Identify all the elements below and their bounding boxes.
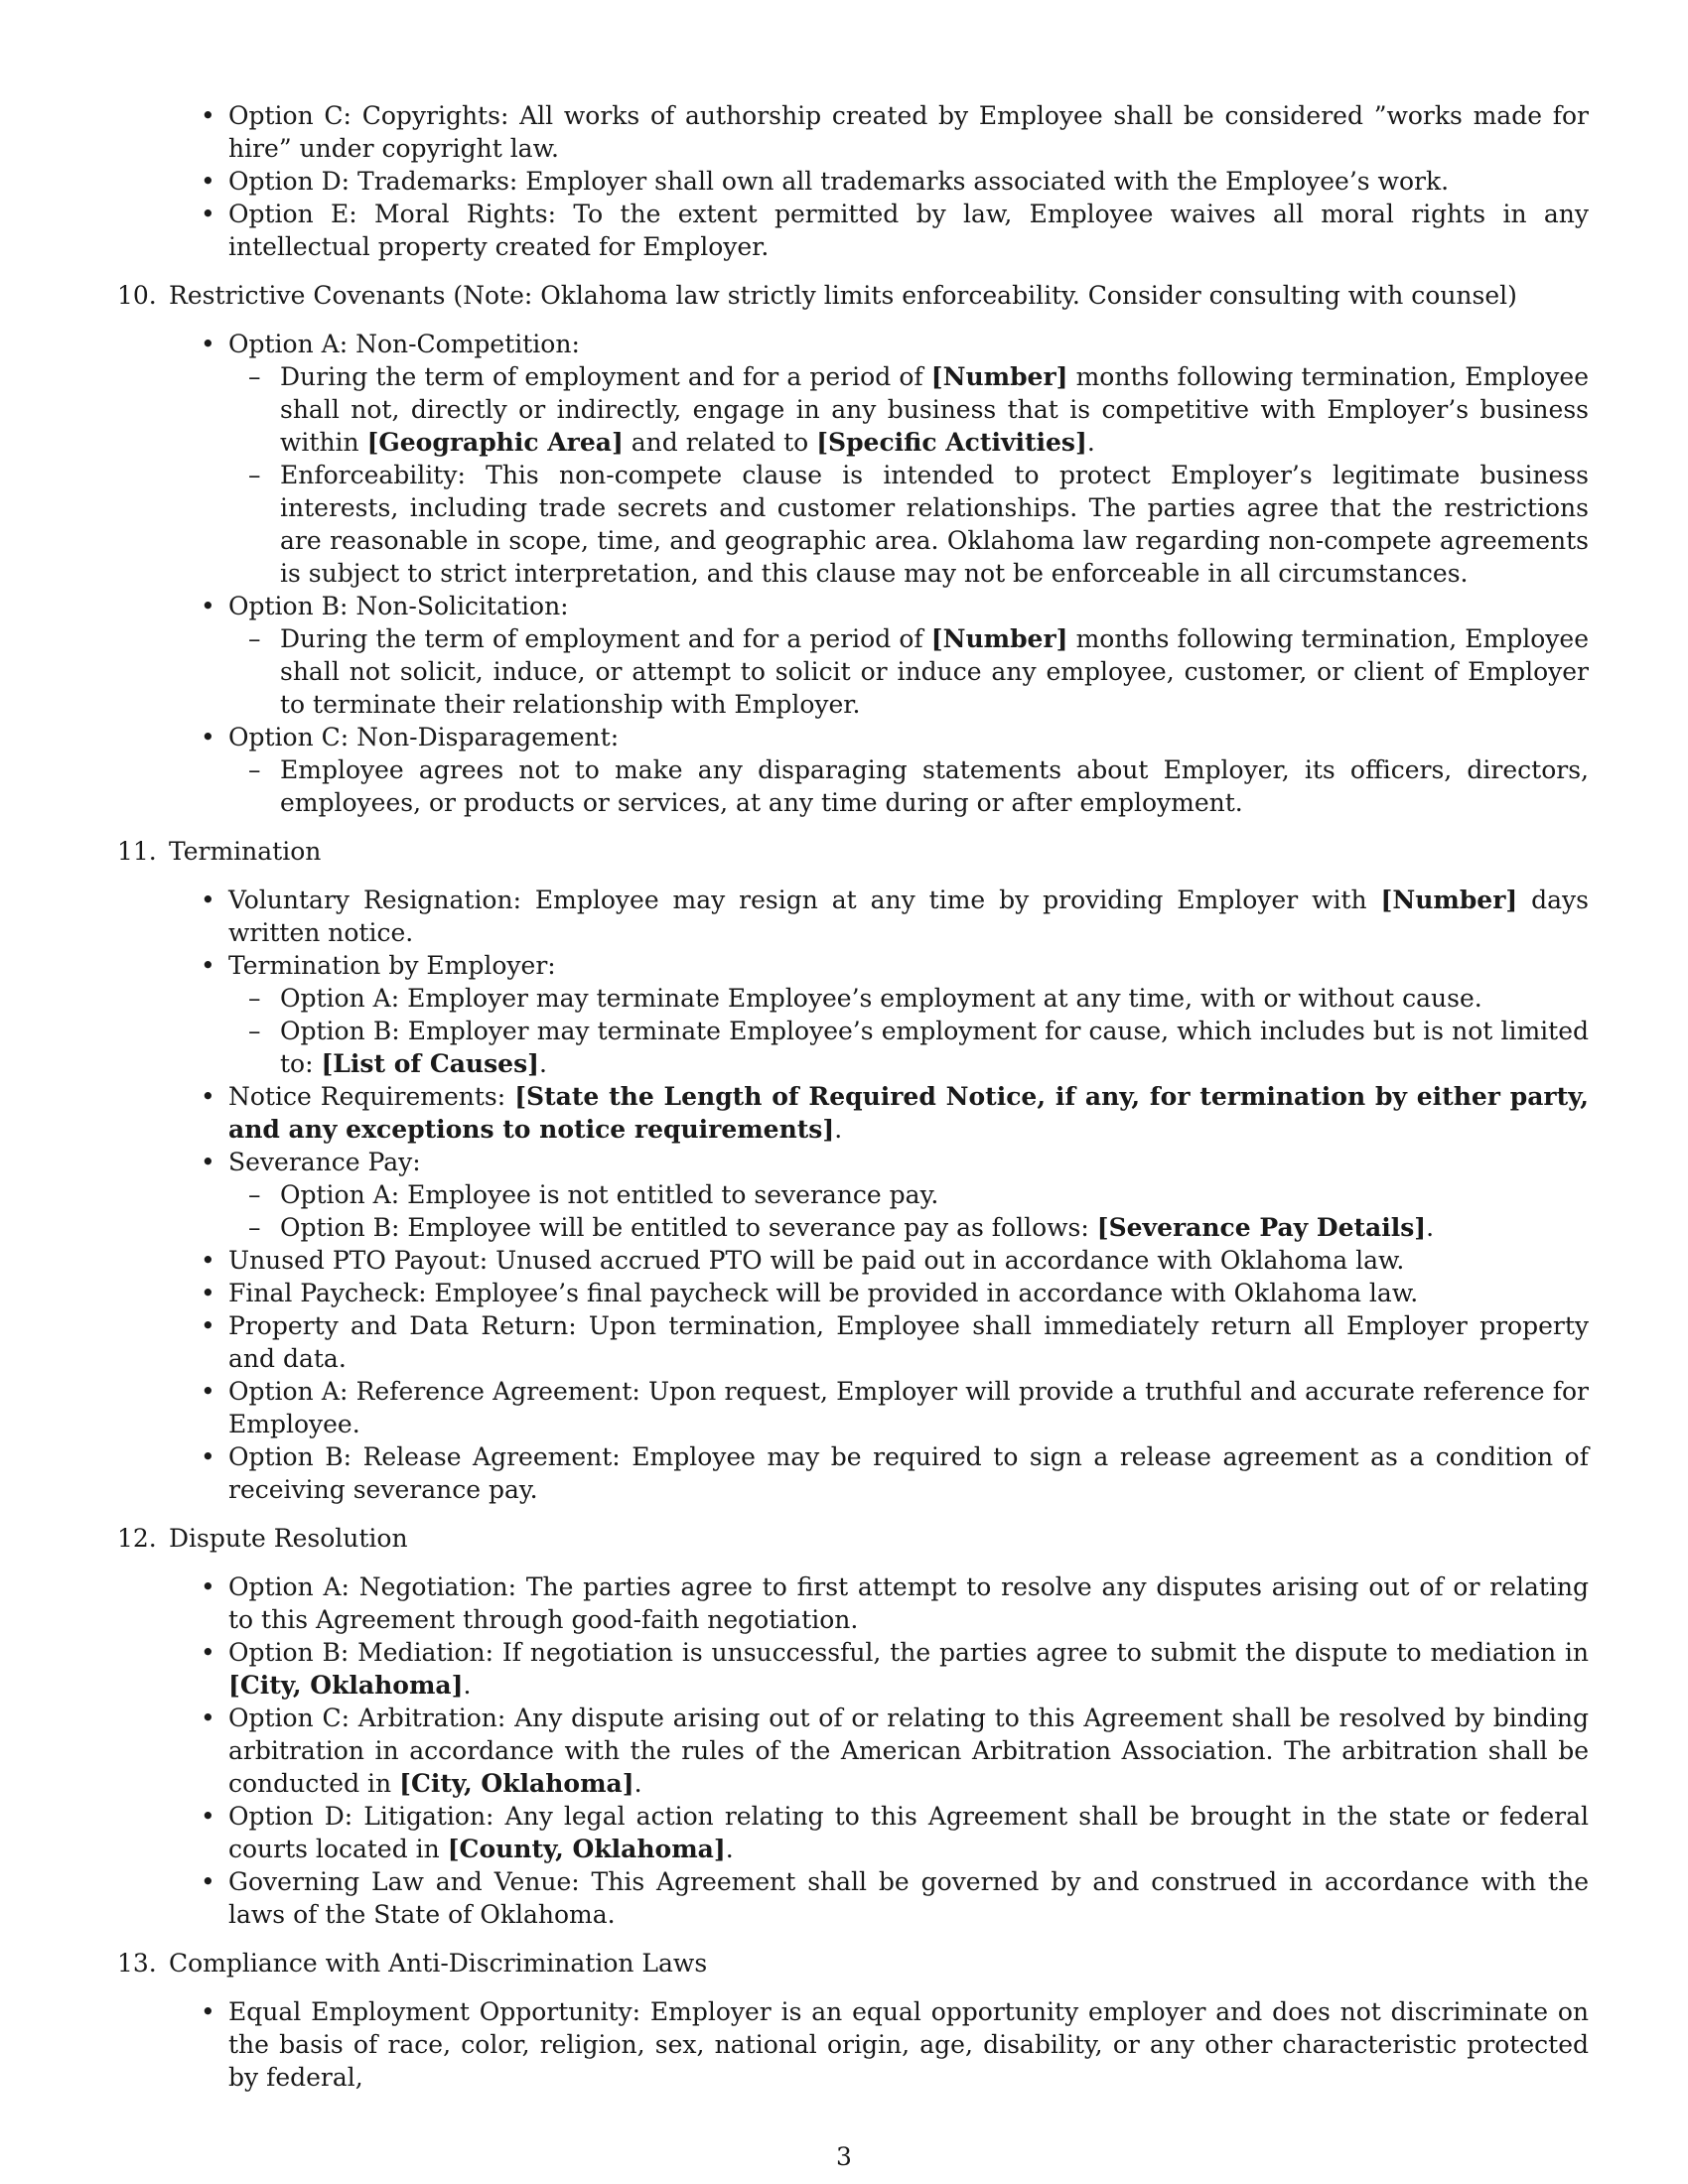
- document-body: [117, 99, 1589, 2094]
- section-title: Restrictive Covenants (Note: Oklahoma law strictly limits enforceability. Consider consulting with counsel): [169, 281, 1517, 310]
- list-item: [117, 590, 1589, 721]
- list-item: • Property and Data Return: Upon termination, Employee shall immediately return all Employer property and data.: [117, 1309, 1589, 1375]
- text: .: [463, 1671, 472, 1700]
- section-title: Termination: [169, 837, 322, 866]
- text: Option B: Employer may terminate Employee’s employment for cause, which includes but is not limited to:: [280, 1017, 1589, 1078]
- list-item: • Option A: Reference Agreement: Upon request, Employer will provide a truthful and accurate reference for Employee.: [117, 1375, 1589, 1440]
- text: months following termination, Employee shall not solicit, induce, or attempt to solicit or induce any employee, customer, or client of Employer to terminate their relationship with Employer.: [280, 624, 1589, 719]
- placeholder-field: [Number]: [930, 624, 1068, 653]
- list-item: [117, 328, 1589, 590]
- placeholder-field: [List of Causes]: [321, 1049, 539, 1078]
- placeholder-field: [County, Oklahoma]: [447, 1835, 726, 1863]
- sub-list-item: – Employee agrees not to make any disparaging statements about Employer, its officers, directors, employees, or products or services, at any time during or after employment.: [228, 753, 1589, 819]
- list-item: • Option E: Moral Rights: To the extent permitted by law, Employee waives all moral rights in any intellectual property created for Employer.: [117, 198, 1589, 263]
- section-dispute-resolution: [117, 1522, 1589, 1931]
- option-label: Termination by Employer:: [228, 951, 556, 980]
- list-item: [117, 884, 1589, 949]
- placeholder-field: [Severance Pay Details]: [1096, 1213, 1427, 1242]
- text: Option B: Mediation: If negotiation is unsuccessful, the parties agree to submit the dispute to mediation in: [228, 1638, 1589, 1667]
- sub-list: [228, 982, 1589, 1080]
- sub-list: [228, 753, 1589, 819]
- sub-list: [228, 622, 1589, 721]
- ip-options-list: [117, 99, 1589, 263]
- restrictive-covenants-list: [117, 328, 1589, 819]
- anti-discrimination-list: [117, 1995, 1589, 2094]
- placeholder-field: [Geographic Area]: [366, 428, 624, 457]
- list-item: • Equal Employment Opportunity: Employer is an equal opportunity employer and does not discriminate on the basis of race, color, religion, sex, national origin, age, disability, or any other characteristic protected by federal,: [117, 1995, 1589, 2094]
- text: and related to: [623, 428, 817, 457]
- text: Option B: Employee will be entitled to severance pay as follows:: [280, 1213, 1097, 1242]
- section-number: 11.: [117, 837, 157, 866]
- text: months following termination, Employee shall not, directly or indirectly, engage in any business that is competitive with Employer’s business within: [280, 362, 1589, 457]
- text: .: [725, 1835, 734, 1863]
- text: Option C: Arbitration: Any dispute arising out of or relating to this Agreement shall be resolved by binding arbitration in accordance with the rules of the American Arbitration Association. The arbitration shall be conducted in: [228, 1704, 1589, 1798]
- list-item: [117, 1702, 1589, 1800]
- sub-list-item: [228, 360, 1589, 459]
- placeholder-field: [Number]: [930, 362, 1068, 391]
- list-item: • Option C: Copyrights: All works of authorship created by Employee shall be considered ”works made for hire” under copyright law.: [117, 99, 1589, 165]
- section-anti-discrimination: [117, 1947, 1589, 2094]
- termination-list: [117, 884, 1589, 1506]
- sub-list: [228, 1178, 1589, 1244]
- list-item: • Option D: Trademarks: Employer shall own all trademarks associated with the Employee’s work.: [117, 165, 1589, 198]
- text: Notice Requirements:: [228, 1082, 515, 1111]
- sub-list-item: [228, 1015, 1589, 1080]
- placeholder-field: [City, Oklahoma]: [228, 1671, 464, 1700]
- text: days written notice.: [228, 886, 1589, 947]
- option-label: Option B: Non-Solicitation:: [228, 592, 569, 620]
- option-label: Option A: Non-Competition:: [228, 330, 580, 358]
- list-item: [117, 1080, 1589, 1146]
- list-item: [117, 949, 1589, 1080]
- text: .: [1086, 428, 1095, 457]
- section-number: 13.: [117, 1949, 157, 1978]
- sub-list-item: – Option A: Employee is not entitled to severance pay.: [228, 1178, 1589, 1211]
- sub-list: [228, 360, 1589, 590]
- option-label: Severance Pay:: [228, 1148, 421, 1176]
- text: During the term of employment and for a period of: [280, 624, 931, 653]
- sub-list-item: [228, 622, 1589, 721]
- text: Voluntary Resignation: Employee may resign at any time by providing Employer with: [228, 886, 1381, 914]
- text: .: [834, 1115, 843, 1144]
- placeholder-field: [Number]: [1380, 886, 1518, 914]
- text: .: [539, 1049, 547, 1078]
- list-item: [117, 721, 1589, 819]
- sub-list-item: [228, 1211, 1589, 1244]
- sub-list-item: – Enforceability: This non-compete clause is intended to protect Employer’s legitimate business interests, including trade secrets and customer relationships. The parties agree that the restrictions are reasonable in scope, time, and geographic area. Oklahoma law regarding non-compete agreements is subject to strict interpretation, and this clause may not be enforceable in all circumstances.: [228, 459, 1589, 590]
- dispute-resolution-list: [117, 1570, 1589, 1931]
- page-number: 3: [836, 2142, 852, 2171]
- placeholder-field: [Specific Activities]: [816, 428, 1087, 457]
- list-item: • Option B: Release Agreement: Employee may be required to sign a release agreement as a condition of receiving severance pay.: [117, 1440, 1589, 1506]
- sub-list-item: – Option A: Employer may terminate Employee’s employment at any time, with or without cause.: [228, 982, 1589, 1015]
- section-title: Dispute Resolution: [169, 1524, 408, 1553]
- section-restrictive-covenants: [117, 279, 1589, 819]
- list-item: [117, 1636, 1589, 1702]
- section-termination: [117, 835, 1589, 1506]
- text: .: [1426, 1213, 1435, 1242]
- list-item: • Governing Law and Venue: This Agreement shall be governed by and construed in accordance with the laws of the State of Oklahoma.: [117, 1865, 1589, 1931]
- placeholder-field: [State the Length of Required Notice, if any, for termination by either party, and any exceptions to notice requirements]: [228, 1082, 1589, 1144]
- option-label: Option C: Non-Disparagement:: [228, 723, 620, 751]
- list-item: • Option A: Negotiation: The parties agree to first attempt to resolve any disputes arising out of or relating to this Agreement through good-faith negotiation.: [117, 1570, 1589, 1636]
- section-title: Compliance with Anti-Discrimination Laws: [169, 1949, 708, 1978]
- section-number: 12.: [117, 1524, 157, 1553]
- list-item: • Final Paycheck: Employee’s final paycheck will be provided in accordance with Oklahoma law.: [117, 1277, 1589, 1309]
- section-number: 10.: [117, 281, 157, 310]
- list-item: • Unused PTO Payout: Unused accrued PTO will be paid out in accordance with Oklahoma law.: [117, 1244, 1589, 1277]
- placeholder-field: [City, Oklahoma]: [399, 1769, 634, 1798]
- text: .: [633, 1769, 642, 1798]
- text: Option D: Litigation: Any legal action relating to this Agreement shall be brought in the state or federal courts located in: [228, 1802, 1589, 1863]
- text: During the term of employment and for a period of: [280, 362, 931, 391]
- list-item: [117, 1146, 1589, 1244]
- list-item: [117, 1800, 1589, 1865]
